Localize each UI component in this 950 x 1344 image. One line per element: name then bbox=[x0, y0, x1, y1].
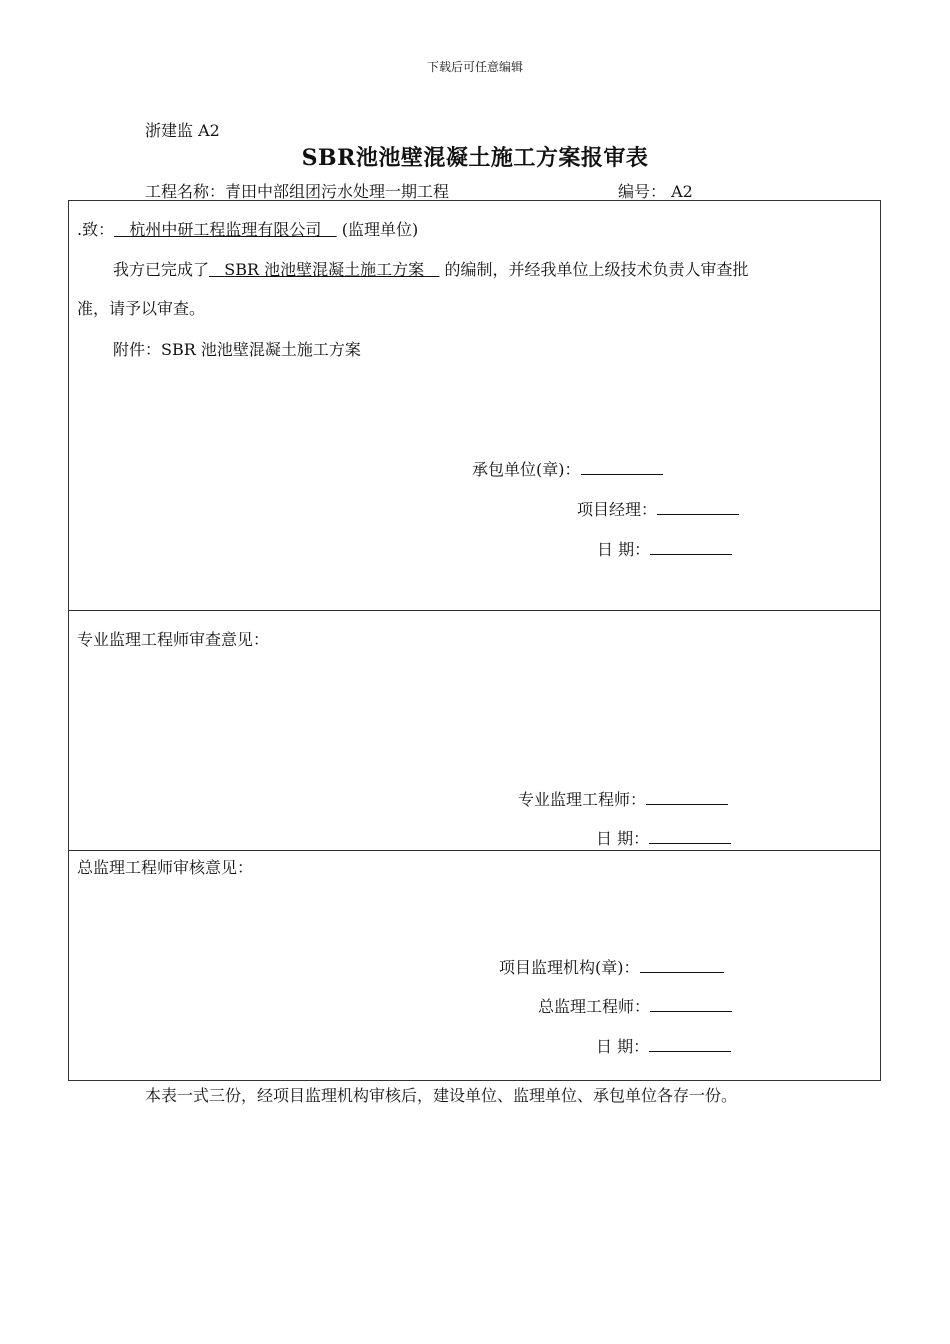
date-blank bbox=[649, 1037, 731, 1052]
addressee-line bbox=[77, 217, 418, 240]
contractor-signature: 承包单位(章)： bbox=[472, 457, 663, 480]
manager-blank bbox=[657, 500, 739, 515]
addressee-unit: 杭州中研工程监理有限公司 bbox=[129, 220, 322, 239]
footer-note: 本表一式三份，经项目监理机构审核后，建设单位、监理单位、承包单位各存一份。 bbox=[145, 1086, 738, 1105]
addressee-prefix: .致： bbox=[77, 220, 115, 239]
body-line-2: 准，请予以审查。 bbox=[77, 299, 206, 318]
date-blank bbox=[650, 540, 732, 555]
chief-signature: 总监理工程师： bbox=[538, 994, 732, 1017]
engineer-review-heading: 专业监理工程师审查意见： bbox=[77, 630, 270, 649]
engineer-blank bbox=[646, 790, 728, 805]
chief-review-section bbox=[68, 850, 881, 1081]
form-number: 编号： A2 bbox=[618, 182, 693, 201]
engineer-signature: 专业监理工程师： bbox=[518, 787, 728, 810]
section2-date: 日 期： bbox=[596, 826, 731, 849]
body-line-1: 我方已完成了 SBR 池池壁混凝土施工方案 的编制，并经我单位上级技术负责人审查批 bbox=[113, 260, 749, 279]
contractor-blank bbox=[581, 460, 663, 475]
org-blank bbox=[640, 958, 724, 973]
plan-name: SBR 池池壁混凝土施工方案 bbox=[224, 260, 425, 279]
attachment-line: 附件：SBR 池池壁混凝土施工方案 bbox=[113, 340, 361, 359]
section3-date: 日 期： bbox=[596, 1034, 731, 1057]
section1-date: 日 期： bbox=[597, 537, 732, 560]
form-code: 浙建监 A2 bbox=[145, 121, 220, 140]
engineer-review-section bbox=[68, 610, 881, 851]
page-title: SBR池池壁混凝土施工方案报审表 bbox=[301, 145, 649, 171]
date-blank bbox=[649, 829, 731, 844]
submission-section bbox=[68, 200, 881, 611]
project-name: 工程名称：青田中部组团污水处理一期工程 bbox=[145, 182, 450, 201]
org-signature: 项目监理机构(章)： bbox=[499, 955, 724, 978]
addressee-suffix: (监理单位) bbox=[341, 220, 419, 239]
chief-review-heading: 总监理工程师审核意见： bbox=[77, 858, 254, 877]
manager-signature: 项目经理： bbox=[577, 497, 739, 520]
chief-blank bbox=[650, 997, 732, 1012]
header-note: 下载后可任意编辑 bbox=[426, 60, 523, 74]
